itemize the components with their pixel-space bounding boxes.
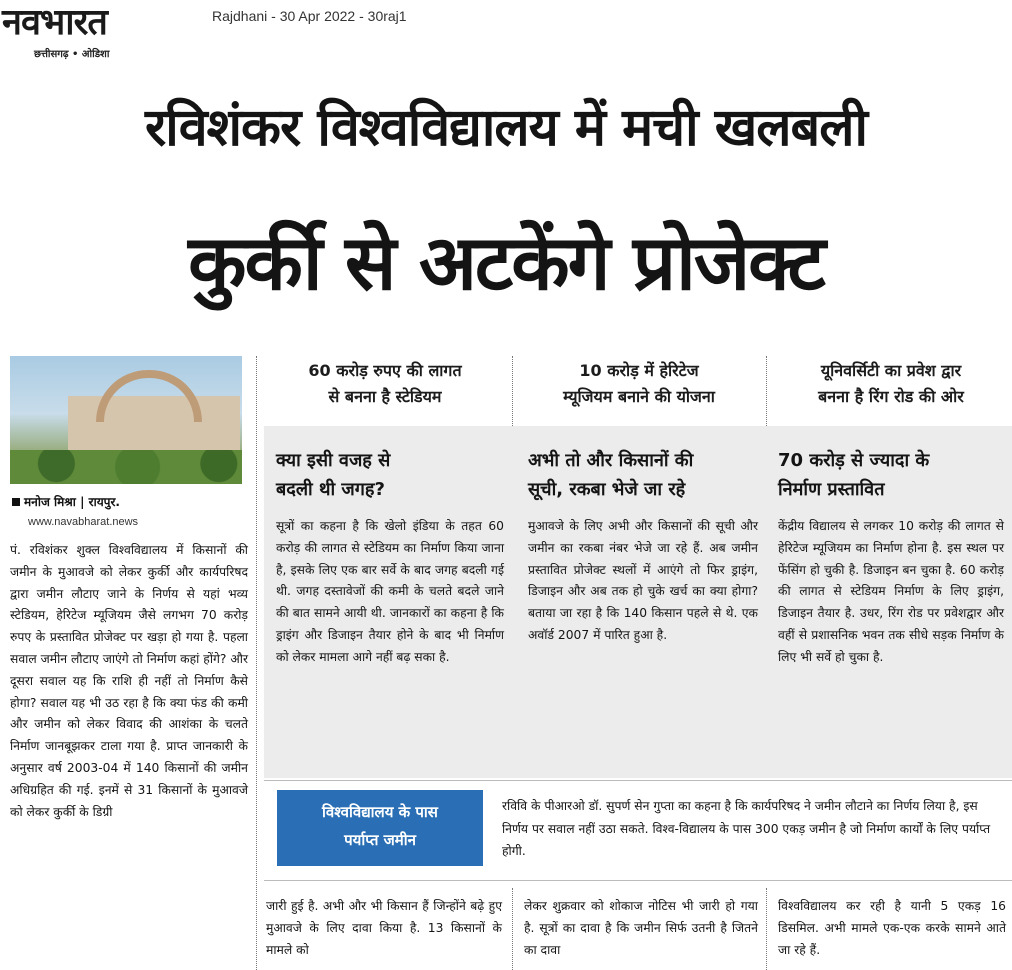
masthead [0, 0, 1012, 70]
story-title-line: 70 करोड़ से ज्यादा के [778, 450, 930, 471]
column-divider [512, 888, 513, 970]
subhead-museum [516, 358, 762, 420]
story-title-line: अभी तो और किसानों की [528, 450, 694, 471]
story-title-stadium [276, 446, 506, 504]
callout-box [277, 790, 483, 866]
dateline: रायपुर. [88, 495, 120, 509]
photo-trees [10, 450, 242, 484]
subhead-line: से बनना है स्टेडियम [328, 387, 442, 406]
edition-region: छत्तीसगढ़ • ओडिशा [34, 49, 110, 60]
byline: मनोज मिश्रा | रायपुर. [12, 493, 120, 510]
bullet-square-icon [12, 498, 20, 506]
subhead-line: म्यूजियम बनाने की योजना [563, 387, 715, 406]
story-title-line: बदली थी जगह? [276, 479, 385, 500]
callout-title-line: विश्वविद्यालय के पास [322, 803, 438, 821]
story-title-farmers [528, 446, 760, 504]
column-divider [512, 356, 513, 426]
column-divider [256, 356, 257, 970]
subhead-line: बनना है रिंग रोड की ओर [818, 387, 964, 406]
website-link[interactable]: www.navabharat.news [28, 516, 139, 528]
edition-info: Rajdhani - 30 Apr 2022 - 30raj1 [212, 8, 407, 24]
story-title-construction [778, 446, 1006, 504]
author-name: मनोज मिश्रा [24, 495, 76, 509]
subhead-gate [770, 358, 1012, 420]
callout-title-line: पर्याप्त जमीन [344, 831, 416, 849]
continuation-text-2: लेकर शुक्रवार को शोकाज नोटिस भी जारी हो गया है. सूत्रों का दावा है कि जमीन सिर्फ उतनी है जितने का दावा [524, 899, 758, 957]
story-title-line: सूची, रकबा भेजे जा रहे [528, 479, 686, 500]
newspaper-logo: नवभारत [2, 2, 107, 43]
story-title-line: निर्माण प्रस्तावित [778, 479, 885, 500]
subhead-line: 10 करोड़ में हेरिटेज [579, 361, 699, 380]
section-rule [264, 880, 1012, 881]
subhead-line: 60 करोड़ रुपए की लागत [308, 361, 462, 380]
headline-line-2: कुर्की से अटकेंगे प्रोजेक्ट [188, 218, 824, 307]
story-body-stadium: सूत्रों का कहना है कि खेलो इंडिया के तहत 60 करोड़ की लागत से स्टेडियम का निर्माण किया जाना है, इसके लिए एक बार सर्वे के बाद जगह बदली गई थी. जगह दस्तावेजों की कमी के चलते बदले जाने की बात सामने आयी थी. जानकारों का कहना है कि ड्राइंग और डिजाइन तैयार होने के बाद भी निर्माण को लेकर मामला आगे नहीं बढ़ सका है. [276, 519, 504, 664]
university-photo [10, 356, 242, 484]
subhead-line: यूनिवर्सिटी का प्रवेश द्वार [820, 361, 962, 380]
story-body-farmers: मुआवजे के लिए अभी और किसानों की सूची और जमीन का रकबा नंबर भेजे जा रहे हैं. अब जमीन प्रस्तावित प्रोजेक्ट स्थलों में आएंगे तो फिर ड्राइंग, डिजाइन और अब तक हो चुके खर्च का क्या होगा? बताया जा रहा है कि 140 किसान पहले से थे. एक अवॉर्ड 2007 में पारित हुआ है. [528, 519, 758, 642]
section-rule [264, 780, 1012, 781]
continuation-text-1: जारी हुई है. अभी और भी किसान हैं जिन्होंने बढ़े हुए मुआवजे के लिए दावा किया है. 13 किसानों के मामले को [266, 899, 502, 957]
column-divider [766, 356, 767, 426]
continuation-text-3: विश्वविद्यालय कर रही है यानी 5 एकड़ 16 डिसमिल. अभी मामले एक-एक करके सामने आते जा रहे हैं. [778, 899, 1006, 957]
story-body-construction: केंद्रीय विद्यालय से लगकर 10 करोड़ की लागत से हेरिटेज म्यूजियम का निर्माण होना है. इस स्थल पर फेंसिंग हो चुकी है. डिजाइन बन चुका है. 60 करोड़ की लागत से स्टेडियम निर्माण के लिए ड्राइंग, डिजाइन तैयार है. उधर, रिंग रोड पर प्रवेशद्वार और वहीं से प्रशासनिक भवन तक सीधे सड़क निर्माण के लिए भी सर्वे हो चुका है. [778, 519, 1004, 664]
column-divider [766, 888, 767, 970]
callout-text: रविवि के पीआरओ डॉ. सुपर्ण सेन गुप्ता का कहना है कि कार्यपरिषद ने जमीन लौटाने का निर्णय लिया है, इस निर्णय पर सवाल नहीं उठा सकते. विश्व-विद्यालय के पास 300 एकड़ जमीन है जो निर्माण कार्यों के लिए पर्याप्त होगी. [502, 799, 991, 858]
headline-line-1: रविशंकर विश्वविद्यालय में मची खलबली [145, 98, 867, 158]
photo-arch [96, 370, 202, 422]
left-column-text: पं. रविशंकर शुक्ल विश्वविद्यालय में किसानों की जमीन के मुआवजे को लेकर कुर्की और कार्यपरिषद द्वारा जमीन लौटाए जाने के निर्णय से यहां भव्य स्टेडियम, हेरिटेज म्यूजियम जैसे लगभग 70 करोड़ रुपए के प्रस्तावित प्रोजेक्ट पर खड़ा हो गया है. पहला सवाल जमीन लौटाए जाएंगे तो निर्माण कहां होंगे? और दूसरा सवाल यह कि राशि ही नहीं तो निर्माण कैसे होगा? सवाल यह भी उठ रहा है कि क्या फंड की कमी और जमीन को लेकर विवाद की आशंका के चलते निर्माण जानबूझकर टाला गया है. प्राप्त जानकारी के अनुसार वर्ष 2003-04 में 140 किसानों की जमीन अधिग्रहित की गई. इनमें से 31 किसानों के मुआवजे को लेकर कुर्की के डिग्री [10, 543, 248, 819]
subhead-stadium [262, 358, 508, 420]
story-title-line: क्या इसी वजह से [276, 450, 391, 471]
